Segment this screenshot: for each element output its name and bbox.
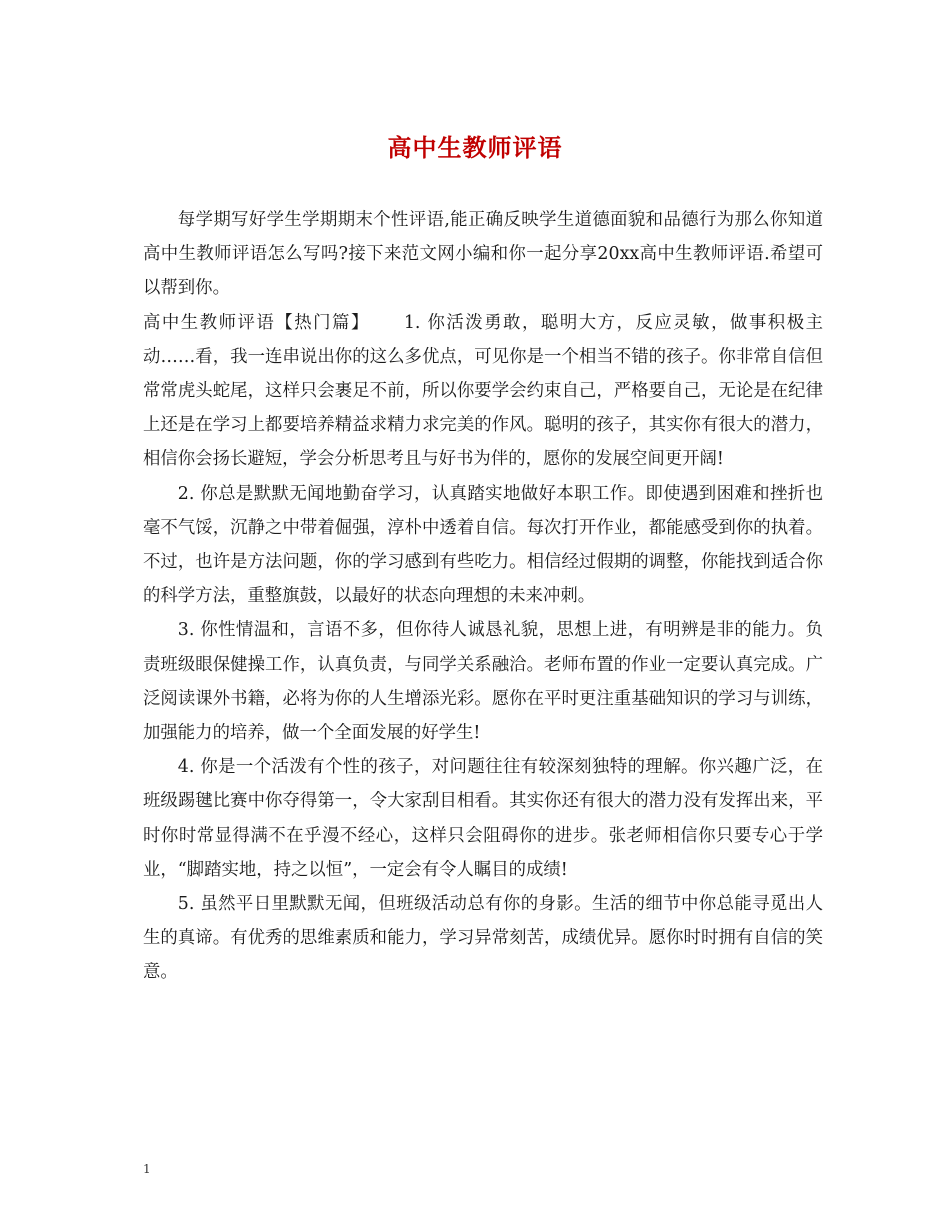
comment-item-4: 4. 你是一个活泼有个性的孩子，对问题往往有较深刻独特的理解。你兴趣广泛，在班级踢毽比赛中你夺得第一，令大家刮目相看。其实你还有很大的潜力没有发挥出来，平时你时常显得满不在乎漫不经心，这样只会阻碍你的进步。张老师相信你只要专心于学业，“脚踏实地，持之以恒”，一定会有令人瞩目的成绩! bbox=[143, 757, 823, 880]
comment-item-1: 1. 你活泼勇敢，聪明大方，反应灵敏，做事积极主动……看，我一连串说出你的这么多优点，可见你是一个相当不错的孩子。你非常自信但常常虎头蛇尾，这样只会裹足不前，所以你要学会约束自己，严格要自己，无论是在纪律上还是在学习上都要培养精益求精力求完美的作风。聪明的孩子，其实你有很大的潜力，相信你会扬长避短，学会分析思考且与好书为伴的，愿你的发展空间更开阔! bbox=[143, 312, 823, 470]
page-number: 1 bbox=[143, 1162, 151, 1176]
comment-item-2: 2. 你总是默默无闻地勤奋学习，认真踏实地做好本职工作。即使遇到困难和挫折也毫不气馁，沉静之中带着倔强，淳朴中透着自信。每次打开作业，都能感受到你的执着。不过，也许是方法问题，你的学习感到有些吃力。相信经过假期的调整，你能找到适合你的科学方法，重整旗鼓，以最好的状态向理想的未来冲刺。 bbox=[143, 483, 823, 607]
section-paragraph bbox=[143, 306, 823, 477]
intro-paragraph: 每学期写好学生学期期末个性评语,能正确反映学生道德面貌和品德行为那么你知道高中生教师评语怎么写吗?接下来范文网小编和你一起分享20xx高中生教师评语.希望可以帮到你。 bbox=[143, 210, 823, 299]
section-heading: 高中生教师评语【热门篇】 bbox=[143, 312, 370, 333]
document-title: 高中生教师评语 bbox=[387, 133, 563, 162]
comment-item-5: 5. 虽然平日里默默无闻，但班级活动总有你的身影。生活的细节中你总能寻觅出人生的真谛。有优秀的思维素质和能力，学习异常刻苦，成绩优异。愿你时时拥有自信的笑意。 bbox=[143, 894, 823, 983]
document-body bbox=[143, 203, 823, 990]
comment-item-3: 3. 你性情温和，言语不多，但你待人诚恳礼貌，思想上进，有明辨是非的能力。负责班级眼保健操工作，认真负责，与同学关系融洽。老师布置的作业一定要认真完成。广泛阅读课外书籍，必将为你的人生增添光彩。愿你在平时更注重基础知识的学习与训练，加强能力的培养，做一个全面发展的好学生! bbox=[143, 620, 823, 744]
